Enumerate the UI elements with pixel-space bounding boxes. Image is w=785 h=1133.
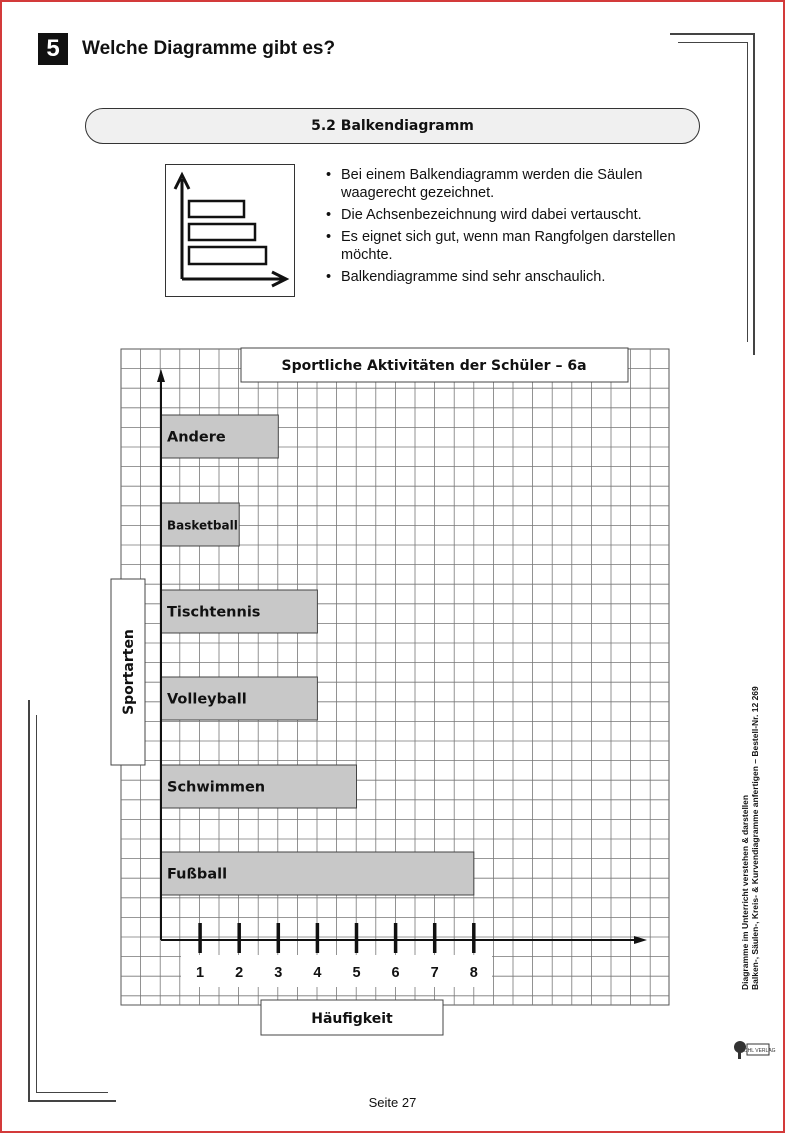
x-tick-label: 5 <box>352 965 361 981</box>
bullet-item: • Die Achsenbezeichnung wird dabei vertauscht. <box>326 206 686 224</box>
series-info-line-2: Balken-, Säulen-, Kreis- & Kurvendiagramme anfertigen – Bestell-Nr. 12 269 <box>750 686 760 990</box>
bullet-item: • Es eignet sich gut, wenn man Rangfolgen darstellen möchte. <box>326 228 686 264</box>
x-tick-label: 4 <box>313 965 322 981</box>
chapter-title: Welche Diagramme gibt es? <box>82 38 336 59</box>
bullet-item: • Balkendiagramme sind sehr anschaulich. <box>326 268 686 286</box>
bar-label: Volleyball <box>167 691 247 708</box>
x-tick-label: 3 <box>274 965 283 981</box>
chart-title: Sportliche Aktivitäten der Schüler – 6a <box>281 358 587 374</box>
bar-label: Tischtennis <box>167 604 261 621</box>
tick-label-backdrop <box>181 955 492 987</box>
bar-label: Schwimmen <box>167 779 266 796</box>
x-tick-label: 2 <box>235 965 244 981</box>
x-tick-label: 6 <box>391 965 400 981</box>
x-axis-label: Häufigkeit <box>311 1011 393 1027</box>
bar-label: Basketball <box>167 518 238 533</box>
bar-label: Andere <box>167 429 226 446</box>
x-tick-label: 8 <box>469 965 478 981</box>
x-tick-label: 1 <box>196 965 205 981</box>
x-tick-label: 7 <box>430 965 439 981</box>
page-number: Seite 27 <box>368 1095 417 1110</box>
y-axis-label: Sportarten <box>121 629 137 715</box>
publisher-logo <box>733 1038 776 1060</box>
svg-text:KOHL VERLAG: KOHL VERLAG <box>740 1048 776 1054</box>
chapter-number-badge: 5 <box>38 33 68 65</box>
series-info <box>740 630 760 990</box>
section-title: 5.2 Balkendiagramm <box>85 108 700 144</box>
series-info-line-1: Diagramme im Unterricht verstehen & darstellen <box>740 794 750 990</box>
bar-label: Fußball <box>167 866 228 883</box>
bullet-item: • Bei einem Balkendiagramm werden die Säulen waagerecht gezeichnet. <box>326 166 686 202</box>
